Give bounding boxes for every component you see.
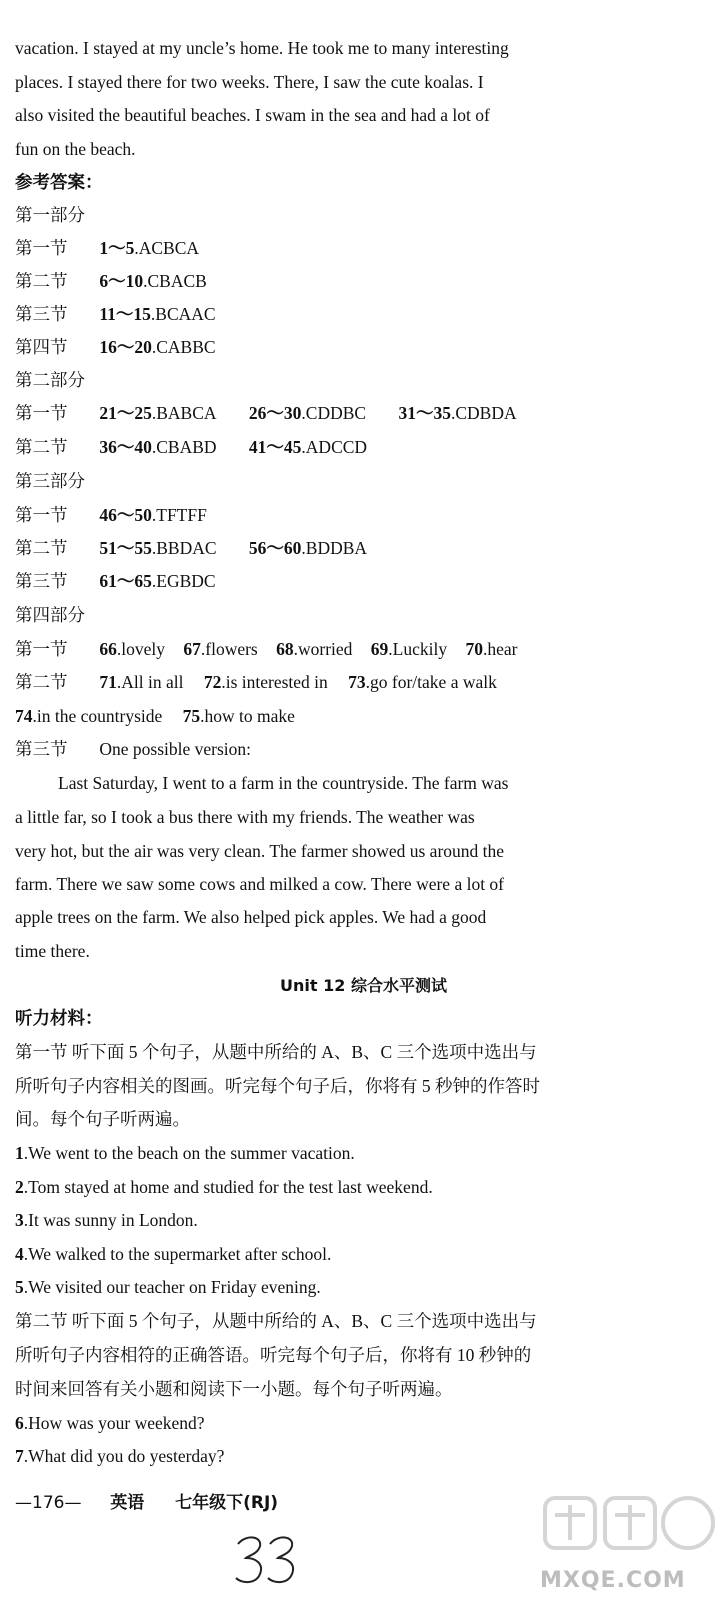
answer-word: .flowers [200, 639, 258, 659]
listening-item [15, 1444, 717, 1468]
section-label: 第四节 [15, 337, 68, 357]
answer-range: 16～20 [99, 337, 152, 357]
instruction-line: 第二节 听下面 5 个句子，从题中所给的 A、B、C 三个选项中选出与 [15, 1311, 537, 1331]
answer-key: .BCAAC [150, 304, 216, 324]
answers-heading: 参考答案： [15, 172, 103, 192]
answer-range: 31～35 [398, 403, 451, 423]
answer-row [15, 569, 717, 593]
watermark-text: MXQE.COM [540, 1568, 686, 1593]
answer-number: 70 [465, 639, 483, 659]
section-label: 第一节 [15, 505, 68, 525]
listening-item [15, 1242, 717, 1266]
answer-key: .ADCCD [301, 437, 368, 457]
answer-range: 51～55 [99, 538, 152, 558]
essay-line: a little far, so I took a bus there with my friends. The weather was [15, 807, 475, 827]
answer-row [15, 503, 717, 527]
section-label: 第二节 [15, 672, 68, 692]
answer-number: 66 [99, 639, 117, 659]
section-label: 第二节 [15, 538, 68, 558]
listening-item [15, 1275, 717, 1299]
answer-key: .BABCA [151, 403, 217, 423]
item-text: .We went to the beach on the summer vacation. [23, 1143, 355, 1163]
part-title: 第四部分 [15, 605, 85, 625]
item-text: .We visited our teacher on Friday evening. [23, 1277, 321, 1297]
answer-range: 36～40 [99, 437, 152, 457]
answer-row [15, 637, 717, 661]
answer-key: .BBDAC [151, 538, 217, 558]
listening-item [15, 1141, 717, 1165]
answer-range: 26～30 [248, 403, 302, 423]
item-number: 2 [15, 1177, 24, 1197]
answer-row [15, 401, 717, 425]
answer-word: .how to make [200, 706, 295, 726]
intro-line: vacation. I stayed at my uncle’s home. He took me to many interesting [15, 38, 509, 58]
section-label: 第一节 [15, 639, 68, 659]
answer-word: .lovely [116, 639, 165, 659]
answer-key: .CDDBC [301, 403, 367, 423]
essay-line: very hot, but the air was very clean. The farmer showed us around the [15, 841, 505, 861]
answer-range: 56～60 [248, 538, 302, 558]
item-number: 3 [15, 1210, 24, 1230]
unit-title: Unit 12 综合水平测试 [280, 976, 447, 995]
page-number: —176— [15, 1493, 82, 1513]
answer-key: .CBABD [151, 437, 217, 457]
answer-row [15, 335, 717, 359]
listening-item [15, 1175, 717, 1199]
version-intro: One possible version: [99, 739, 252, 759]
answer-word: .go for/take a walk [365, 672, 497, 692]
intro-line: places. I stayed there for two weeks. There, I saw the cute koalas. I [15, 72, 484, 92]
subject-label: 英语 [110, 1493, 145, 1513]
part-title: 第三部分 [15, 471, 85, 491]
instruction-line: 间。每个句子听两遍。 [15, 1109, 190, 1129]
part-title: 第一部分 [15, 205, 85, 225]
answer-key: .CABBC [151, 337, 216, 357]
answer-word: .is interested in [221, 672, 328, 692]
answer-number: 69 [370, 639, 389, 659]
item-number: 7 [15, 1446, 24, 1466]
answer-range: 61～65 [99, 571, 152, 591]
answer-key: .BDDBA [301, 538, 368, 558]
answer-number: 72 [203, 672, 222, 692]
section-label: 第二节 [15, 271, 68, 291]
grade-label: 七年级下(RJ) [175, 1493, 279, 1513]
answer-number: 75 [182, 706, 201, 726]
answer-word: .hear [482, 639, 518, 659]
section-label: 第三节 [15, 739, 68, 759]
answer-number: 73 [348, 672, 366, 692]
item-text: .How was your weekend? [23, 1413, 205, 1433]
answer-word: .Luckily [388, 639, 448, 659]
answer-number: 74 [15, 706, 33, 726]
answer-row [15, 236, 717, 260]
answer-row [15, 670, 717, 694]
item-text: .Tom stayed at home and studied for the test last weekend. [23, 1177, 433, 1197]
item-number: 4 [15, 1244, 24, 1264]
section-label: 第一节 [15, 403, 68, 423]
item-text: .We walked to the supermarket after school. [23, 1244, 332, 1264]
answer-word: .worried [293, 639, 353, 659]
instruction-line: 所听句子内容相符的正确答语。听完每个句子后，你将有 10 秒钟的 [15, 1345, 532, 1365]
handwritten-number [232, 1532, 302, 1588]
answer-row [15, 302, 717, 326]
item-number: 6 [15, 1413, 24, 1433]
item-text: .What did you do yesterday? [23, 1446, 225, 1466]
answer-key: .ACBCA [134, 238, 200, 258]
instruction-line: 第一节 听下面 5 个句子，从题中所给的 A、B、C 三个选项中选出与 [15, 1042, 537, 1062]
section-label: 第一节 [15, 238, 68, 258]
item-number: 5 [15, 1277, 24, 1297]
section-label: 第三节 [15, 304, 68, 324]
part-title: 第二部分 [15, 370, 85, 390]
answer-key: .CDBDA [450, 403, 517, 423]
essay-line: Last Saturday, I went to a farm in the countryside. The farm was [58, 773, 509, 793]
answer-word: .in the countryside [32, 706, 163, 726]
essay-line: farm. There we saw some cows and milked a cow. There were a lot of [15, 874, 505, 894]
answer-key: .TFTFF [151, 505, 207, 525]
essay-line: time there. [15, 941, 90, 961]
answer-key: .CBACB [143, 271, 207, 291]
instruction-line: 所听句子内容相关的图画。听完每个句子后，你将有 5 秒钟的作答时 [15, 1076, 540, 1096]
answer-row [15, 704, 717, 728]
instruction-line: 时间来回答有关小题和阅读下一小题。每个句子听两遍。 [15, 1379, 453, 1399]
item-number: 1 [15, 1143, 24, 1163]
page-footer [15, 1488, 278, 1513]
answer-row [15, 435, 717, 459]
answer-range: 46～50 [99, 505, 152, 525]
answer-number: 68 [276, 639, 294, 659]
answer-range: 1～5 [99, 238, 135, 258]
answer-range: 41～45 [248, 437, 302, 457]
answer-row [15, 269, 717, 293]
answer-word: .All in all [116, 672, 184, 692]
listening-item [15, 1208, 717, 1232]
listening-heading: 听力材料： [15, 1008, 103, 1028]
answer-range: 6～10 [99, 271, 144, 291]
intro-line: fun on the beach. [15, 139, 136, 159]
answer-range: 11～15 [99, 304, 151, 324]
answer-row [15, 737, 717, 761]
section-label: 第三节 [15, 571, 68, 591]
answer-range: 21～25 [99, 403, 152, 423]
answer-number: 71 [99, 672, 117, 692]
essay-line: apple trees on the farm. We also helped pick apples. We had a good [15, 907, 487, 927]
intro-line: also visited the beautiful beaches. I swam in the sea and had a lot of [15, 105, 490, 125]
answer-row [15, 536, 717, 560]
answer-number: 67 [183, 639, 201, 659]
answer-key: .EGBDC [151, 571, 216, 591]
item-text: .It was sunny in London. [23, 1210, 198, 1230]
section-label: 第二节 [15, 437, 68, 457]
listening-item [15, 1411, 717, 1435]
